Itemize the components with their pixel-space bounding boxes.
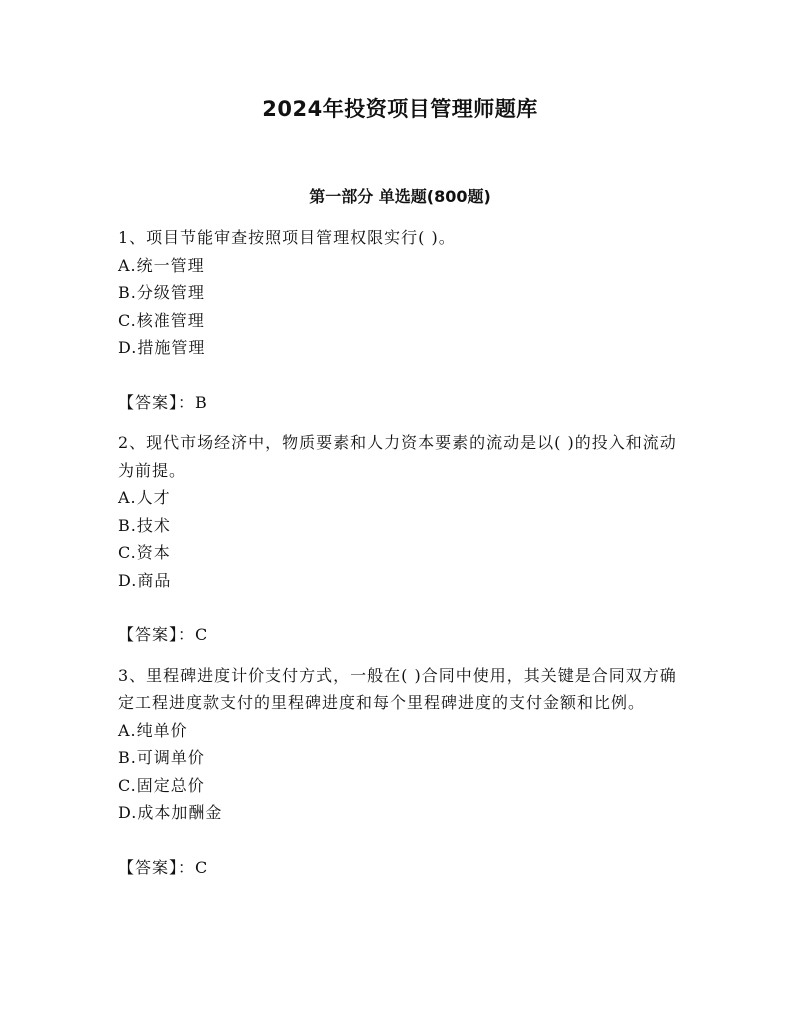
question-stem: 2、现代市场经济中，物质要素和人力资本要素的流动是以( )的投入和流动为前提。	[118, 433, 677, 480]
option-d: D.商品	[118, 570, 172, 590]
option-d: D.措施管理	[118, 338, 206, 357]
answer-line	[118, 621, 678, 649]
option-c: C.固定总价	[118, 775, 205, 795]
answer-line	[118, 854, 678, 882]
option-c: C.核准管理	[118, 310, 205, 330]
section-title: 第一部分 单选题(800题)	[309, 187, 491, 206]
option-c: C.资本	[118, 543, 171, 562]
answer-value: C	[195, 857, 209, 877]
question-list	[118, 224, 678, 894]
answer-label: 【答案】：	[118, 857, 196, 877]
document-title: 2024年投资项目管理师题库	[262, 97, 538, 121]
answer-value: C	[195, 625, 209, 644]
question-stem: 1、项目节能审查按照项目管理权限实行( )。	[118, 228, 456, 247]
question-item	[118, 662, 678, 882]
option-d: D.成本加酬金	[118, 803, 223, 822]
answer-line	[118, 389, 678, 417]
option-b: B.可调单价	[118, 748, 205, 767]
option-b: B.技术	[118, 515, 171, 535]
answer-value: B	[195, 392, 208, 412]
option-b: B.分级管理	[118, 283, 205, 302]
answer-label: 【答案】：	[118, 625, 196, 644]
option-a: A.纯单价	[118, 720, 188, 740]
question-item	[118, 224, 678, 416]
question-item	[118, 429, 678, 649]
question-stem: 3、里程碑进度计价支付方式，一般在( )合同中使用，其关键是合同双方确定工程进度款支付的里程碑进度和每个里程碑进度的支付金额和比例。	[118, 665, 677, 712]
option-a: A.统一管理	[118, 255, 205, 275]
answer-label: 【答案】：	[118, 392, 196, 412]
option-a: A.人才	[118, 488, 171, 507]
